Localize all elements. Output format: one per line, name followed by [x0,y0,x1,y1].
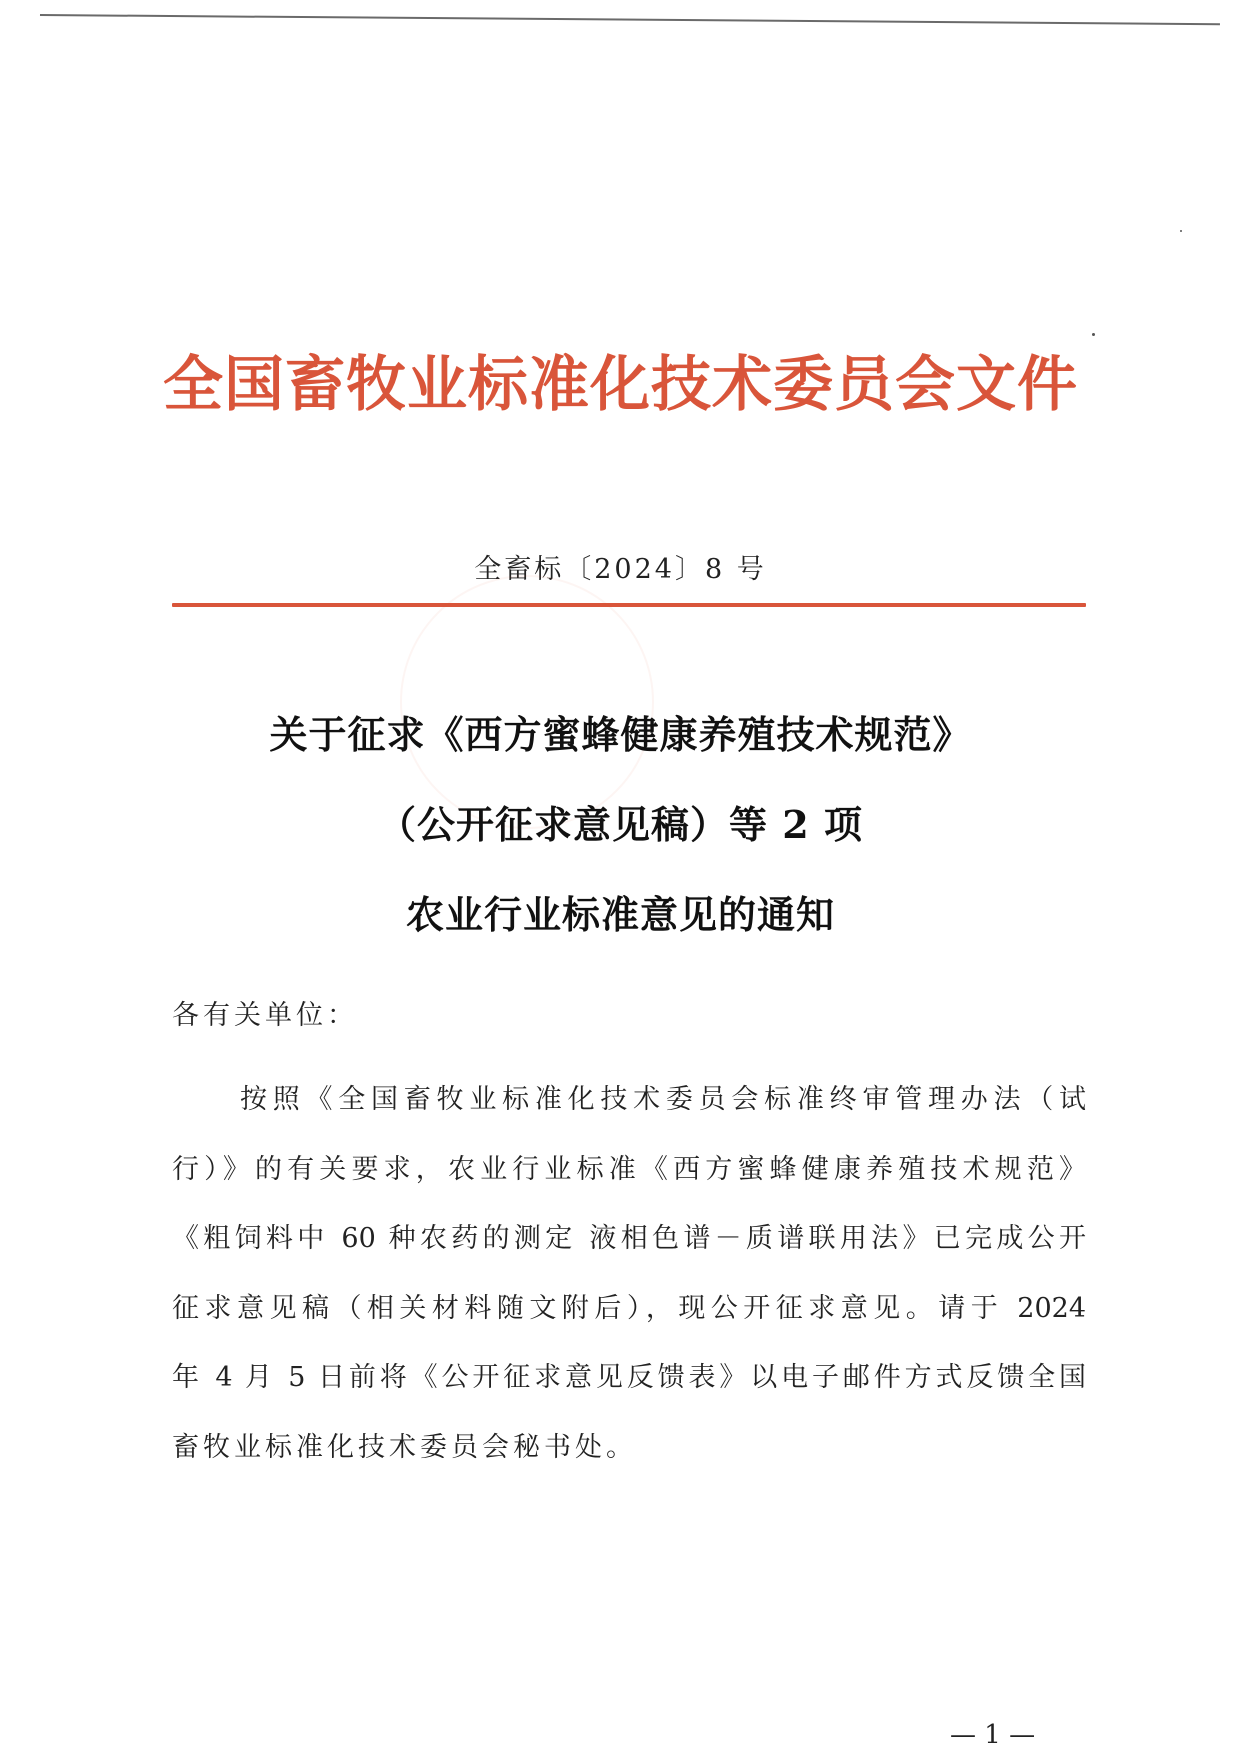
scan-edge-line [40,14,1220,25]
scan-speck [1092,333,1095,336]
red-divider-rule [172,603,1086,607]
body-paragraph [172,1065,1086,1482]
page-number: — 1 — [950,1720,1036,1750]
title-line-1: 关于征求《西方蜜蜂健康养殖技术规范》 [269,712,972,757]
title-line-2: （公开征求意见稿）等 2 项 [378,802,863,847]
body-line-4: 征求意见稿（相关材料随文附后），现公开征求意见。请于 2024 [172,1292,1086,1324]
body-line-2: 行）》的有关要求，农业行业标准《西方蜜蜂健康养殖技术规范》 [172,1153,1086,1185]
title-line-3: 农业行业标准意见的通知 [405,892,835,937]
scan-speck [1180,230,1182,232]
org-header-title: 全国畜牧业标准化技术委员会文件 [163,350,1078,420]
body-line-5: 年 4 月 5 日前将《公开征求意见反馈表》以电子邮件方式反馈全国 [172,1362,1086,1393]
document-number: 全畜标〔2024〕8 号 [474,554,767,585]
body-line-1: 按照《全国畜牧业标准化技术委员会标准终审管理办法（试 [240,1084,1086,1115]
body-line-6: 畜牧业标准化技术委员会秘书处。 [172,1431,637,1463]
notice-title [0,690,1241,960]
body-line-3: 《粗饲料中 60 种农药的测定 液相色谱－质谱联用法》已完成公开 [172,1223,1086,1254]
salutation: 各有关单位： [172,1000,358,1031]
